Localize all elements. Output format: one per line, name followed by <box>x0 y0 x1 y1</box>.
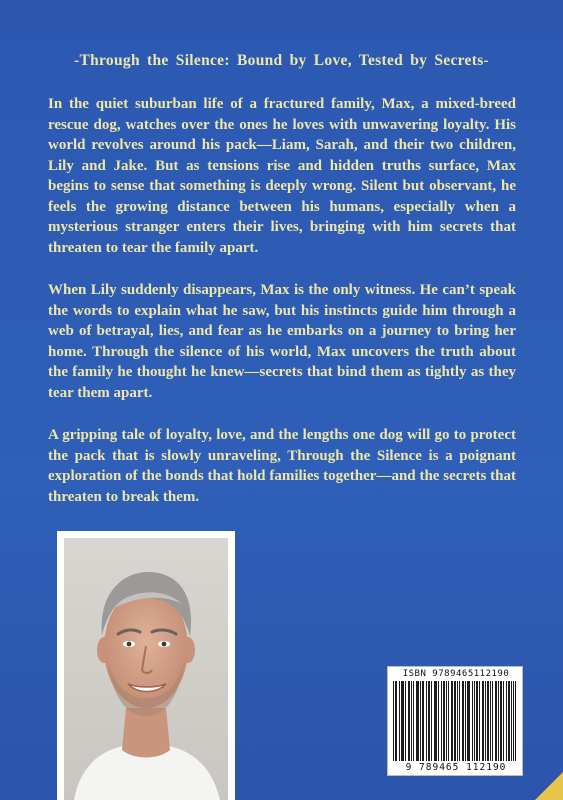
isbn-text: ISBN 9789465112190 <box>402 669 510 679</box>
barcode-bar <box>462 681 463 761</box>
barcode-bar <box>477 681 478 761</box>
barcode <box>387 666 523 776</box>
barcode-bar <box>452 681 453 761</box>
barcode-bar <box>476 681 477 761</box>
barcode-bar <box>431 681 432 761</box>
corner-triangle-icon <box>535 772 563 800</box>
barcode-bar <box>393 681 394 761</box>
barcode-bar <box>446 681 447 761</box>
author-photo <box>64 538 228 800</box>
barcode-bar <box>396 681 397 761</box>
barcode-bar <box>498 681 499 761</box>
barcode-bar <box>417 681 418 761</box>
barcode-bar <box>401 681 402 761</box>
barcode-bar <box>479 681 480 761</box>
blurb-paragraph-3: A gripping tale of loyalty, love, and the lengths one dog will go to protect the pack that is slowly unraveling, Through the Silence is a poignant exploration of the bonds that hold families together—and the secrets that threaten to break them. <box>48 427 516 505</box>
barcode-bar <box>513 681 514 761</box>
barcode-bar <box>474 681 475 761</box>
barcode-bars <box>393 681 517 761</box>
barcode-bar <box>420 681 421 761</box>
blurb-paragraph-2: When Lily suddenly disappears, Max is the only witness. He can’t speak the words to explain what he saw, but his instincts guide him through a web of betrayal, lies, and fear as he embarks on a journey to bring her home. Through the silence of his world, Max uncovers the truth about the family he thought he knew—secrets that bind them as tightly as they tear them apart. <box>48 282 516 401</box>
barcode-bar <box>457 681 458 761</box>
barcode-bar <box>508 681 509 761</box>
barcode-bar <box>511 681 512 761</box>
barcode-bar <box>444 681 445 761</box>
tagline: -Through the Silence: Bound by Love, Tested by Secrets- <box>74 52 489 69</box>
isbn-digits: 9 789465 112190 <box>405 762 507 773</box>
barcode-bar <box>413 681 414 761</box>
barcode-bar <box>426 681 427 761</box>
barcode-bar <box>483 681 484 761</box>
barcode-bar <box>428 681 429 761</box>
barcode-bar <box>506 681 507 761</box>
author-photo-frame <box>57 531 235 800</box>
barcode-bar <box>423 681 424 761</box>
barcode-bar <box>490 681 491 761</box>
barcode-bar <box>469 681 470 761</box>
barcode-bar <box>488 681 489 761</box>
barcode-bar <box>434 681 435 761</box>
barcode-bar <box>515 681 516 761</box>
barcode-bar <box>402 681 403 761</box>
barcode-bar <box>429 681 430 761</box>
barcode-bar <box>500 681 501 761</box>
blurb <box>48 94 516 529</box>
barcode-bar <box>408 681 409 761</box>
barcode-bar <box>465 681 466 761</box>
barcode-bar <box>403 681 404 761</box>
barcode-bar <box>448 681 449 761</box>
barcode-bar <box>503 681 504 761</box>
barcode-bar <box>455 681 456 761</box>
barcode-bar <box>443 681 444 761</box>
barcode-bar <box>395 681 396 761</box>
barcode-bar <box>501 681 502 761</box>
barcode-bar <box>485 681 486 761</box>
barcode-bar <box>418 681 419 761</box>
blurb-paragraph-1: In the quiet suburban life of a fractured family, Max, a mixed-breed rescue dog, watches over the ones he loves with unwavering loyalty. His world revolves around his pack—Liam, Sarah, and their two children, Lily and Jake. But as tensions rise and hidden truths surface, Max begins to sense that something is deeply wrong. Silent but observant, he feels the growing distance between his humans, especially when a mysterious stranger enters their lives, bringing with him secrets that threaten to tear the family apart. <box>48 96 516 256</box>
barcode-bar <box>451 681 452 761</box>
barcode-bar <box>467 681 468 761</box>
barcode-bar <box>495 681 496 761</box>
barcode-bar <box>399 681 400 761</box>
barcode-bar <box>496 681 497 761</box>
barcode-bar <box>482 681 483 761</box>
barcode-bar <box>492 681 493 761</box>
barcode-bar <box>509 681 510 761</box>
barcode-bar <box>422 681 423 761</box>
barcode-bar <box>438 681 439 761</box>
barcode-bar <box>441 681 442 761</box>
barcode-bar <box>416 681 417 761</box>
barcode-bar <box>411 681 412 761</box>
barcode-bar <box>459 681 460 761</box>
barcode-bar <box>409 681 410 761</box>
barcode-bar <box>468 681 469 761</box>
barcode-bar <box>405 681 406 761</box>
barcode-bar <box>454 681 455 761</box>
barcode-bar <box>487 681 488 761</box>
barcode-bar <box>463 681 464 761</box>
barcode-bar <box>435 681 436 761</box>
barcode-bar <box>436 681 437 761</box>
barcode-bar <box>472 681 473 761</box>
